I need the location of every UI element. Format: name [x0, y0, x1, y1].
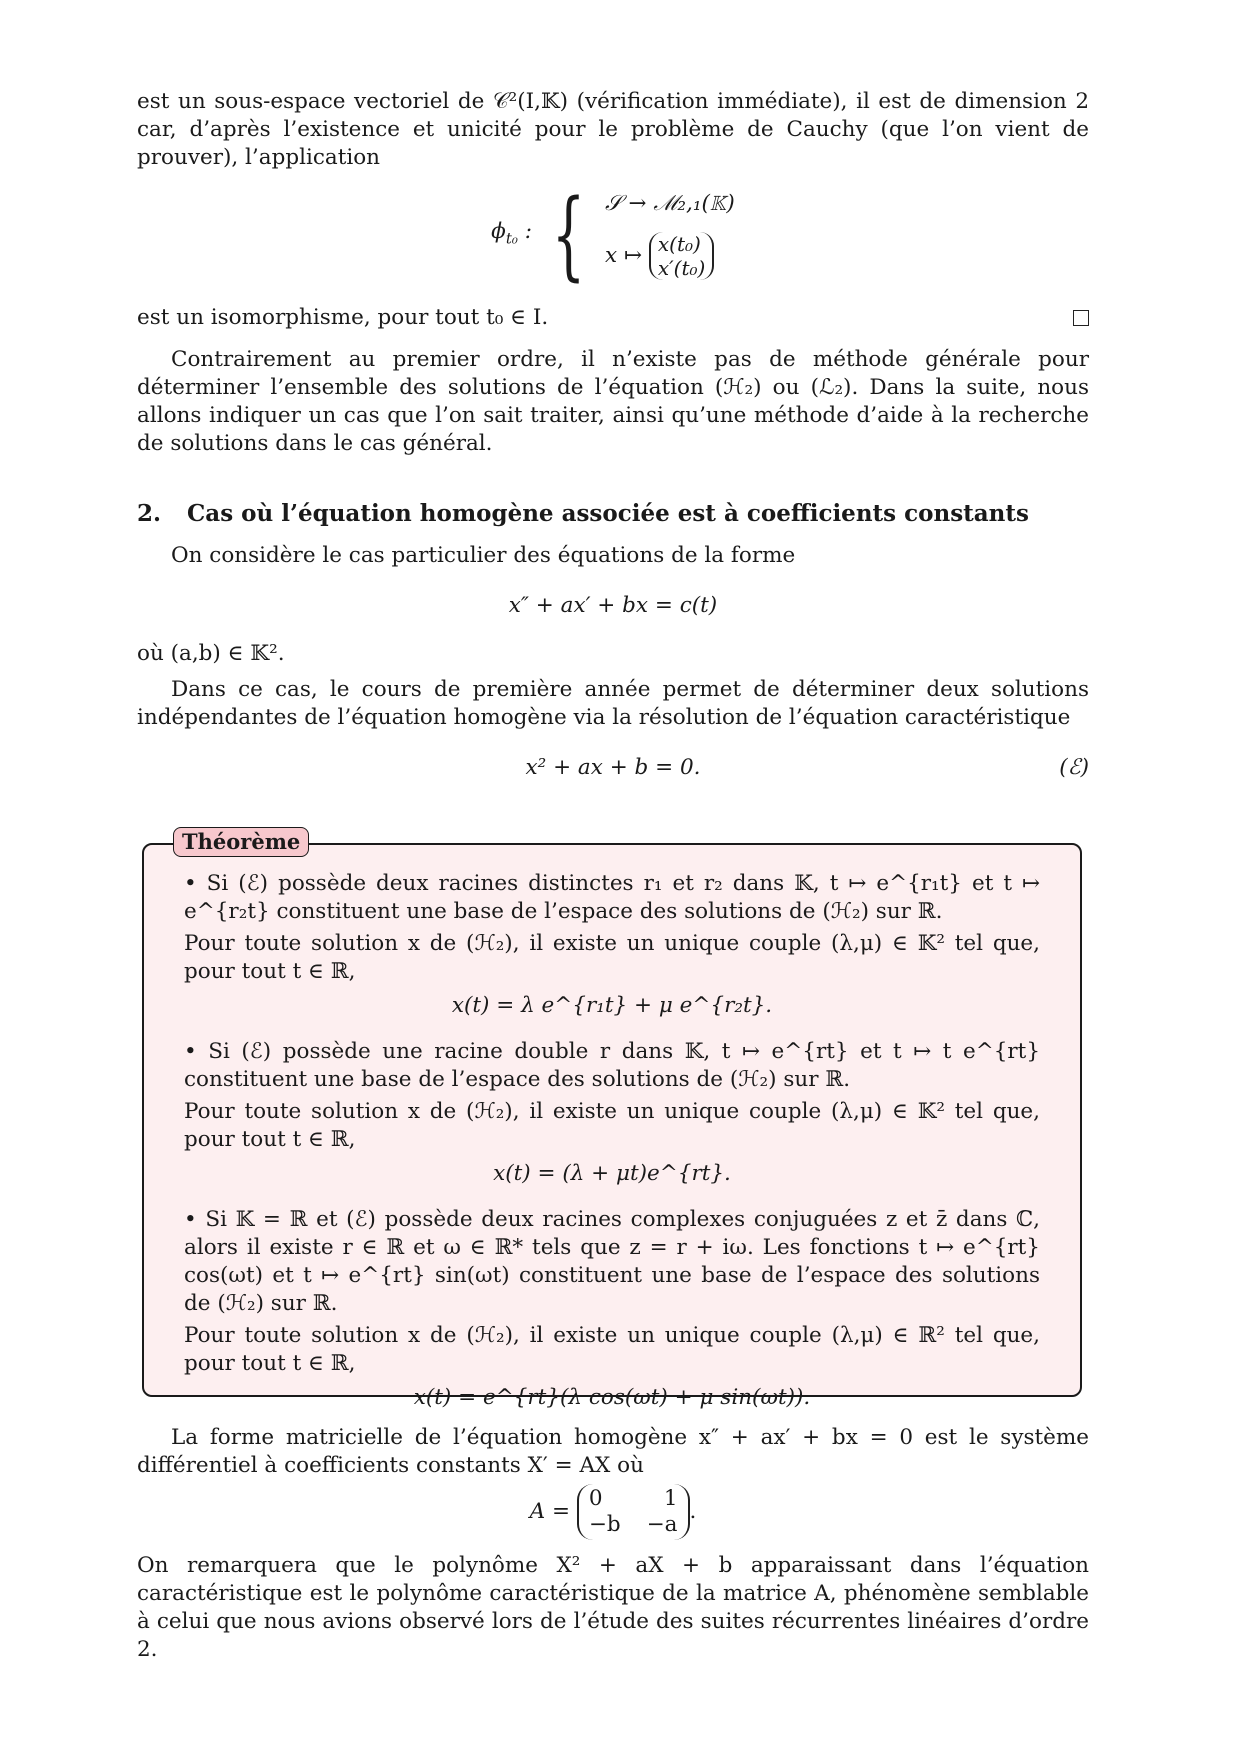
case-3-uniqueness: Pour toute solution x de (ℋ₂), il existe un unique couple (λ,μ) ∈ ℝ² tel que, pour tout t ∈ ℝ, — [184, 1323, 1040, 1376]
case-1-statement: • Si (ℰ) possède deux racines distinctes r₁ et r₂ dans 𝕂, t ↦ e^{r₁t} et t ↦ e^{r₂t} constituent une base de l’espace des solutions de (ℋ₂) sur ℝ. — [184, 871, 1040, 924]
map-subscript: t₀ — [505, 229, 518, 248]
case-2-statement: • Si (ℰ) possède une racine double r dans 𝕂, t ↦ e^{rt} et t ↦ t e^{rt} constituent une base de l’espace des solutions de (ℋ₂) sur ℝ. — [184, 1039, 1040, 1092]
section-heading — [137, 500, 1089, 528]
section-paragraph-1: On considère le cas particulier des équations de la forme — [171, 543, 796, 568]
matrix-row — [589, 1512, 678, 1538]
case-3-equation: x(t) = e^{rt}(λ cos(ωt) + μ sin(ωt)). — [413, 1385, 811, 1410]
closing-paragraph-2: On remarquera que le polynôme X² + aX + b apparaissant dans l’équation caractéristique est le polynôme caractéristique de la matrice A, phénomène semblable à celui que nous avions observé lors de l’étude des suites récurrentes linéaires d’ordre 2. — [137, 1553, 1089, 1662]
theorem-body — [184, 870, 1040, 1420]
map-name: $\phi_{t_0}$ : — [491, 218, 532, 248]
qed-square-icon — [1073, 310, 1089, 326]
closing-section — [137, 1424, 1089, 1664]
map-rows — [605, 190, 735, 280]
intro-paragraph-1: est un sous-espace vectoriel de 𝒞²(I,𝕂) (vérification immédiate), il est de dimension 2 car, d’après l’existence et unicité pour le problème de Cauchy (que l’on vient de prouver), l’application — [137, 89, 1089, 170]
equation-label: (ℰ) — [1059, 755, 1089, 780]
case-1-equation: x(t) = λ e^{r₁t} + μ e^{r₂t}. — [451, 993, 773, 1018]
matrix-cell: 1 — [663, 1486, 678, 1511]
intro-paragraph-2: est un isomorphisme, pour tout t₀ ∈ I. — [137, 304, 1089, 332]
case-2-equation: x(t) = (λ + μt)e^{rt}. — [493, 1161, 731, 1186]
page-body — [137, 88, 1089, 782]
section-number: 2. — [137, 500, 162, 527]
case-1-uniqueness: Pour toute solution x de (ℋ₂), il existe un unique couple (λ,μ) ∈ 𝕂² tel que, pour tout t ∈ ℝ, — [184, 931, 1040, 984]
matrix-row — [589, 1486, 678, 1512]
matrix-cell: −a — [646, 1512, 678, 1537]
map-row-2 — [605, 232, 735, 280]
map-row-1: 𝒮 → ℳ₂,₁(𝕂) — [605, 191, 735, 216]
case-3-statement: • Si 𝕂 = ℝ et (ℰ) possède deux racines complexes conjuguées z et z̄ dans ℂ, alors il existe r ∈ ℝ et ω ∈ ℝ* tels que z = r + iω. Les fonctions t ↦ e^{rt} cos(ωt) et t ↦ e^{rt} sin(ωt) constituent une base de l’espace des solutions de (ℋ₂) sur ℝ. — [184, 1207, 1040, 1316]
characteristic-equation-text: x² + ax + b = 0. — [525, 755, 701, 780]
intro-paragraph-3: Contrairement au premier ordre, il n’existe pas de méthode générale pour déterminer l’ensemble des solutions de l’équation (ℋ₂) ou (ℒ₂). Dans la suite, nous allons indiquer un cas que l’on sait traiter, ainsi qu’une méthode d’aide à la recherche de solutions dans le cas général. — [137, 347, 1089, 456]
section-paragraph-2: où (a,b) ∈ 𝕂². — [137, 641, 285, 666]
characteristic-equation — [137, 754, 1089, 782]
case-2-uniqueness: Pour toute solution x de (ℋ₂), il existe un unique couple (λ,μ) ∈ 𝕂² tel que, pour tout t ∈ ℝ, — [184, 1099, 1040, 1152]
theorem-title: Théorème — [173, 827, 309, 857]
column-vector — [649, 232, 714, 280]
vector-top: x(t₀) — [657, 232, 701, 256]
matrix-cell: −b — [588, 1512, 621, 1537]
left-brace: { — [551, 179, 586, 291]
section-title: Cas où l’équation homogène associée est à coefficients constants — [187, 500, 1029, 527]
vector-bottom: x′(t₀) — [657, 256, 706, 280]
map-row-2-left: x ↦ — [605, 243, 643, 268]
matrix-A — [577, 1484, 690, 1540]
isomorphism-definition — [137, 180, 1089, 290]
matrix-cell: 0 — [588, 1486, 603, 1511]
matrix-label: A = — [529, 1499, 571, 1524]
equation-general: x″ + ax′ + bx = c(t) — [508, 593, 718, 618]
section-paragraph-3: Dans ce cas, le cours de première année permet de déterminer deux solutions indépendantes de l’équation homogène via la résolution de l’équation caractéristique — [137, 677, 1089, 730]
matrix-definition — [137, 1484, 1089, 1540]
closing-paragraph-1: La forme matricielle de l’équation homogène x″ + ax′ + bx = 0 est le système différentiel à coefficients constants X′ = AX où — [137, 1425, 1089, 1478]
matrix-period: . — [689, 1499, 697, 1524]
